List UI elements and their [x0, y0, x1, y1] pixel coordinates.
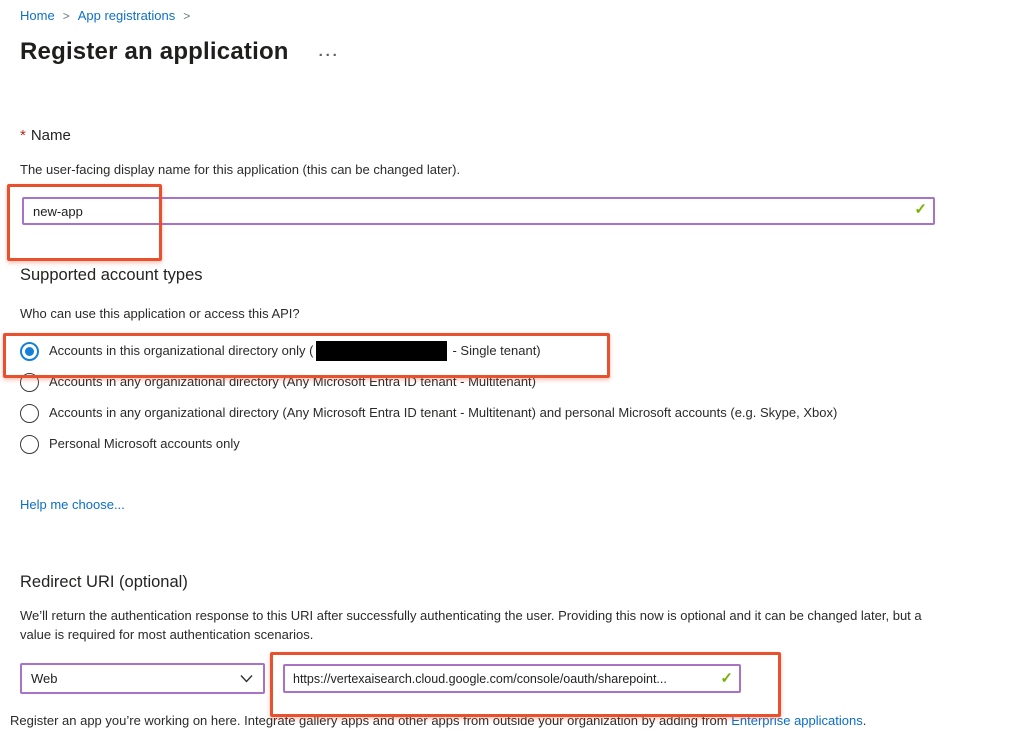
account-types-question: Who can use this application or access this API? [20, 306, 300, 321]
account-type-option-multitenant-personal[interactable] [20, 403, 960, 423]
account-type-option-personal-only[interactable] [20, 434, 960, 454]
chevron-right-icon: > [62, 8, 70, 23]
redirect-uri-heading: Redirect URI (optional) [20, 573, 188, 591]
name-label-text: Name [30, 127, 71, 144]
supported-account-types-heading: Supported account types [20, 266, 203, 284]
platform-select-value: Web [31, 671, 58, 686]
name-input[interactable] [22, 197, 935, 225]
redacted-tenant-name [316, 341, 447, 361]
option-label: Accounts in this organizational directory only ( - Single tenant) [49, 341, 541, 361]
breadcrumb-home-link[interactable]: Home [20, 8, 55, 23]
breadcrumb [20, 8, 198, 23]
radio-selected-icon[interactable] [20, 342, 39, 361]
account-type-option-single-tenant[interactable] [20, 341, 960, 361]
option-label: Personal Microsoft accounts only [49, 436, 240, 451]
more-options-icon[interactable]: ··· [318, 46, 340, 64]
name-field-label [20, 127, 71, 144]
required-asterisk: * [20, 127, 26, 144]
chevron-right-icon: > [183, 8, 191, 23]
footer-text: Register an app you’re working on here. Integrate gallery apps and other apps from outside your organization by adding from [10, 713, 732, 728]
name-field-description: The user-facing display name for this application (this can be changed later). [20, 162, 461, 177]
name-input-container [22, 197, 935, 225]
help-me-choose-link[interactable]: Help me choose... [20, 497, 125, 512]
option-label: Accounts in any organizational directory (Any Microsoft Entra ID tenant - Multitenant) [49, 374, 536, 389]
breadcrumb-app-registrations-link[interactable]: App registrations [77, 8, 176, 23]
option-label: Accounts in any organizational directory (Any Microsoft Entra ID tenant - Multitenant) and personal Microsoft accounts (e.g. Skype, Xbox) [49, 405, 838, 420]
page-title: Register an application [20, 38, 289, 65]
redirect-uri-input-container [283, 664, 741, 693]
enterprise-applications-link[interactable]: Enterprise applications [731, 713, 863, 728]
redirect-uri-input[interactable]: https://vertexaisearch.cloud.google.com/console/oauth/sharepoint... [293, 671, 667, 686]
valid-checkmark-icon: ✓ [914, 201, 927, 218]
radio-unselected-icon[interactable] [20, 435, 39, 454]
platform-select[interactable] [20, 663, 265, 694]
radio-unselected-icon[interactable] [20, 373, 39, 392]
redirect-uri-description: We’ll return the authentication response to this URI after successfully authenticating the user. Providing this now is optional and it can be changed later, but a value is required for most authentication scenarios. [20, 608, 922, 642]
page-header [20, 38, 340, 66]
account-type-option-multitenant[interactable] [20, 372, 960, 392]
footer-note [10, 713, 1010, 728]
account-type-radio-group [20, 341, 960, 454]
chevron-down-icon [240, 674, 253, 683]
radio-unselected-icon[interactable] [20, 404, 39, 423]
valid-checkmark-icon: ✓ [720, 670, 733, 687]
footer-text-end: . [862, 713, 867, 728]
